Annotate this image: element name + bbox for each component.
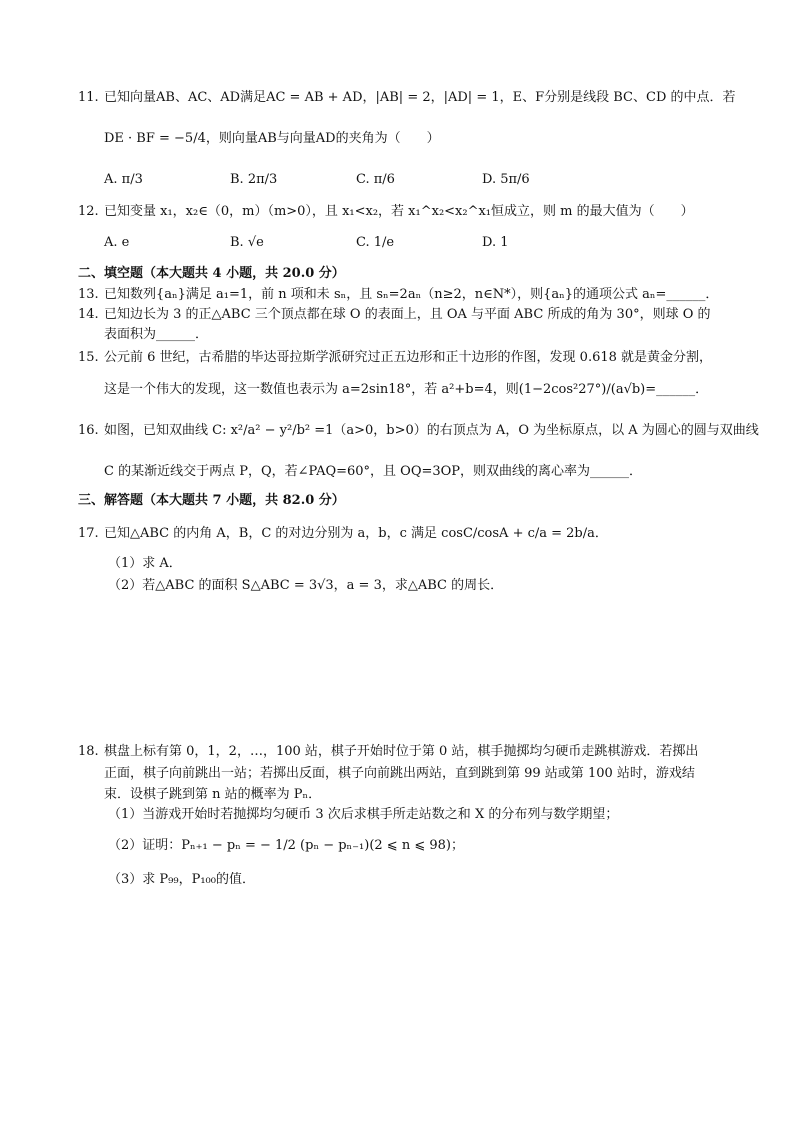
question-15 [78,349,712,367]
question-text: 已知变量 x₁，x₂∈（0，m）（m>0），且 x₁<x₂，若 x₁^x₂<x₂^x₁恒成立，则 m 的最大值为（ ） [104,204,694,219]
question-12-options [104,235,608,250]
section-heading-solution: 三、解答题（本大题共 7 小题，共 82.0 分） [78,493,345,508]
question-11 [78,89,736,107]
question-18-part-1: （1）当游戏开始时若抛掷均匀硬币 3 次后求棋手所走站数之和 X 的分布列与数学期望； [108,807,619,822]
option-a: A. π/3 [104,172,143,187]
question-number: 16. [78,423,99,438]
question-13 [78,286,718,304]
option-c: C. π/6 [356,172,395,187]
option-b: B. 2π/3 [230,172,278,187]
question-11-line2: DE · BF = −5/4，则向量AB与向量AD的夹角为（ ） [104,131,440,146]
question-18-part-2: （2）证明：Pₙ₊₁ − pₙ = − 1/2 (pₙ − pₙ₋₁)(2 ⩽ n ⩽ 98)； [108,838,464,853]
section-heading-fill-in: 二、填空题（本大题共 4 小题，共 20.0 分） [78,266,345,281]
question-text: 已知△ABC 的内角 A，B，C 的对边分别为 a，b，c 满足 cosC/cosA + c/a = 2b/a． [104,526,608,541]
question-number: 13. [78,287,99,302]
question-number: 15. [78,350,99,365]
question-14-line2: 表面积为______． [104,327,209,342]
question-18-part-3: （3）求 P₉₉，P₁₀₀的值． [108,872,255,887]
question-number: 18. [78,744,99,759]
question-text: 棋盘上标有第 0，1，2，…，100 站，棋子开始时位于第 0 站，棋手抛掷均匀硬币走跳棋游戏．若掷出 [104,744,699,759]
question-18 [78,743,698,761]
question-text: 如图，已知双曲线 C: x²/a² − y²/b² =1（a>0，b>0）的右顶点为 A，O 为坐标原点，以 A 为圆心的圆与双曲线 [104,423,759,438]
option-a: A. e [104,235,130,250]
question-text: 已知向量AB、AC、AD满足AC = AB + AD，|AB| = 2，|AD| = 1，E、F分别是线段 BC、CD 的中点．若 [104,90,736,105]
question-text: 已知边长为 3 的正△ABC 三个顶点都在球 O 的表面上，且 OA 与平面 ABC 所成的角为 30°，则球 O 的 [104,307,711,322]
question-number: 12. [78,204,99,219]
option-b: B. √e [230,235,264,250]
question-16-line2: C 的某渐近线交于两点 P，Q，若∠PAQ=60°，且 OQ=3OP，则双曲线的离心率为______． [104,464,643,479]
question-18-line2: 正面，棋子向前跳出一站；若掷出反面，棋子向前跳出两站，直到跳到第 99 站或第 100 站时，游戏结 [104,766,695,781]
question-number: 17. [78,526,99,541]
question-17 [78,525,608,543]
question-16 [78,422,759,440]
question-text: 已知数列{aₙ}满足 a₁=1，前 n 项和未 sₙ，且 sₙ=2aₙ（n≥2，n∈N*），则{aₙ}的通项公式 aₙ=______． [104,287,719,302]
question-11-options [104,172,608,187]
option-d: D. 5π/6 [482,172,530,187]
question-17-part-1: （1）求 A． [108,556,182,571]
question-15-line2: 这是一个伟大的发现，这一数值也表示为 a=2sin18°，若 a²+b=4，则(1−2cos²27°)/(a√b)=______． [104,382,709,397]
option-c: C. 1/e [356,235,395,250]
question-12 [78,203,694,221]
question-14 [78,306,711,324]
option-d: D. 1 [482,235,509,250]
question-number: 14. [78,307,99,322]
question-17-part-2: （2）若△ABC 的面积 S△ABC = 3√3，a = 3，求△ABC 的周长． [108,578,504,593]
question-18-line3: 束．设棋子跳到第 n 站的概率为 Pₙ． [104,787,322,802]
question-text: 公元前 6 世纪，古希腊的毕达哥拉斯学派研究过正五边形和正十边形的作图，发现 0.618 就是黄金分割， [104,350,713,365]
question-number: 11. [78,90,99,105]
